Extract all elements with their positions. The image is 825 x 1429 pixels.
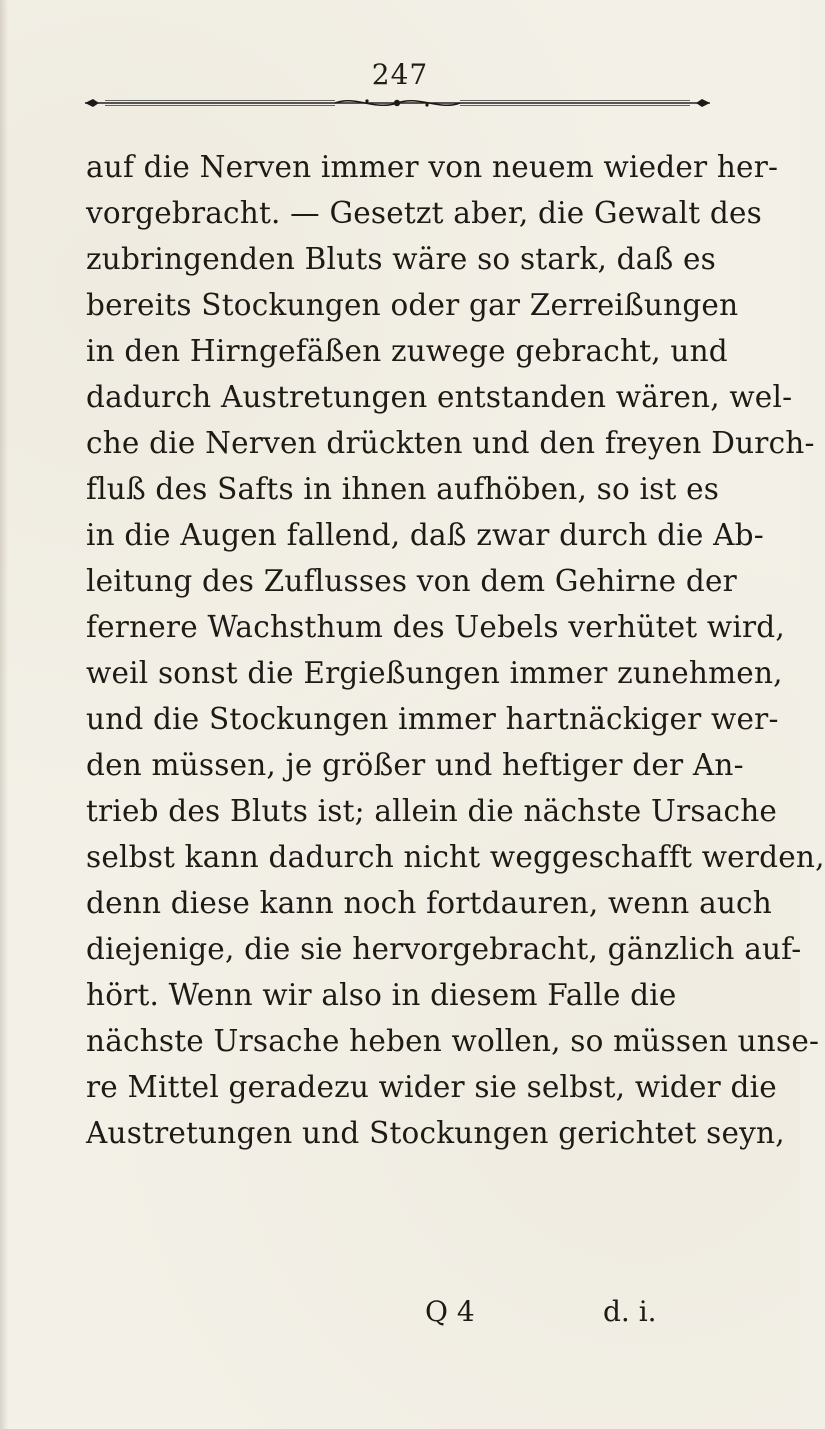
text-line: den müssen, je größer und heftiger der An- bbox=[86, 748, 744, 782]
text-line: vorgebracht. — Gesetzt aber, die Gewalt des bbox=[86, 196, 763, 230]
text-line: dadurch Austretungen entstanden wären, wel- bbox=[86, 380, 793, 414]
text-line: hört. Wenn wir also in diesem Falle die bbox=[86, 978, 677, 1012]
text-line: fluß des Safts in ihnen aufhöben, so ist es bbox=[86, 472, 720, 506]
text-line: in die Augen fallend, daß zwar durch die Ab- bbox=[86, 518, 764, 552]
page-footer bbox=[0, 1295, 800, 1335]
text-line: nächste Ursache heben wollen, so müssen unse- bbox=[86, 1024, 820, 1058]
text-line: bereits Stockungen oder gar Zerreißungen bbox=[86, 288, 739, 322]
page-number: 247 bbox=[371, 58, 429, 91]
text-line: weil sonst die Ergießungen immer zunehmen, bbox=[86, 656, 783, 690]
catchword: d. i. bbox=[603, 1295, 657, 1328]
text-line: auf die Nerven immer von neuem wieder her- bbox=[86, 150, 779, 184]
text-line: zubringenden Bluts wäre so stark, daß es bbox=[86, 242, 717, 276]
text-line: und die Stockungen immer hartnäckiger wer- bbox=[86, 702, 779, 736]
text-line: fernere Wachsthum des Uebels verhütet wird, bbox=[86, 610, 785, 644]
text-line: diejenige, die sie hervorgebracht, gänzlich auf- bbox=[86, 932, 802, 966]
text-line: denn diese kann noch fortdauren, wenn auch bbox=[86, 886, 772, 920]
text-line: Austretungen und Stockungen gerichtet seyn, bbox=[86, 1116, 785, 1150]
text-line: che die Nerven drückten und den freyen Durch- bbox=[86, 426, 815, 460]
text-line: leitung des Zuflusses von dem Gehirne der bbox=[86, 564, 737, 598]
text-line: in den Hirngefäßen zuwege gebracht, und bbox=[86, 334, 728, 368]
signature-mark: Q 4 bbox=[425, 1295, 475, 1328]
text-line: selbst kann dadurch nicht weggeschafft werden, bbox=[86, 840, 825, 874]
text-line: trieb des Bluts ist; allein die nächste Ursache bbox=[86, 794, 778, 828]
body-text bbox=[86, 144, 825, 1156]
ornamental-rule bbox=[85, 96, 710, 110]
text-line: re Mittel geradezu wider sie selbst, wider die bbox=[86, 1070, 777, 1104]
